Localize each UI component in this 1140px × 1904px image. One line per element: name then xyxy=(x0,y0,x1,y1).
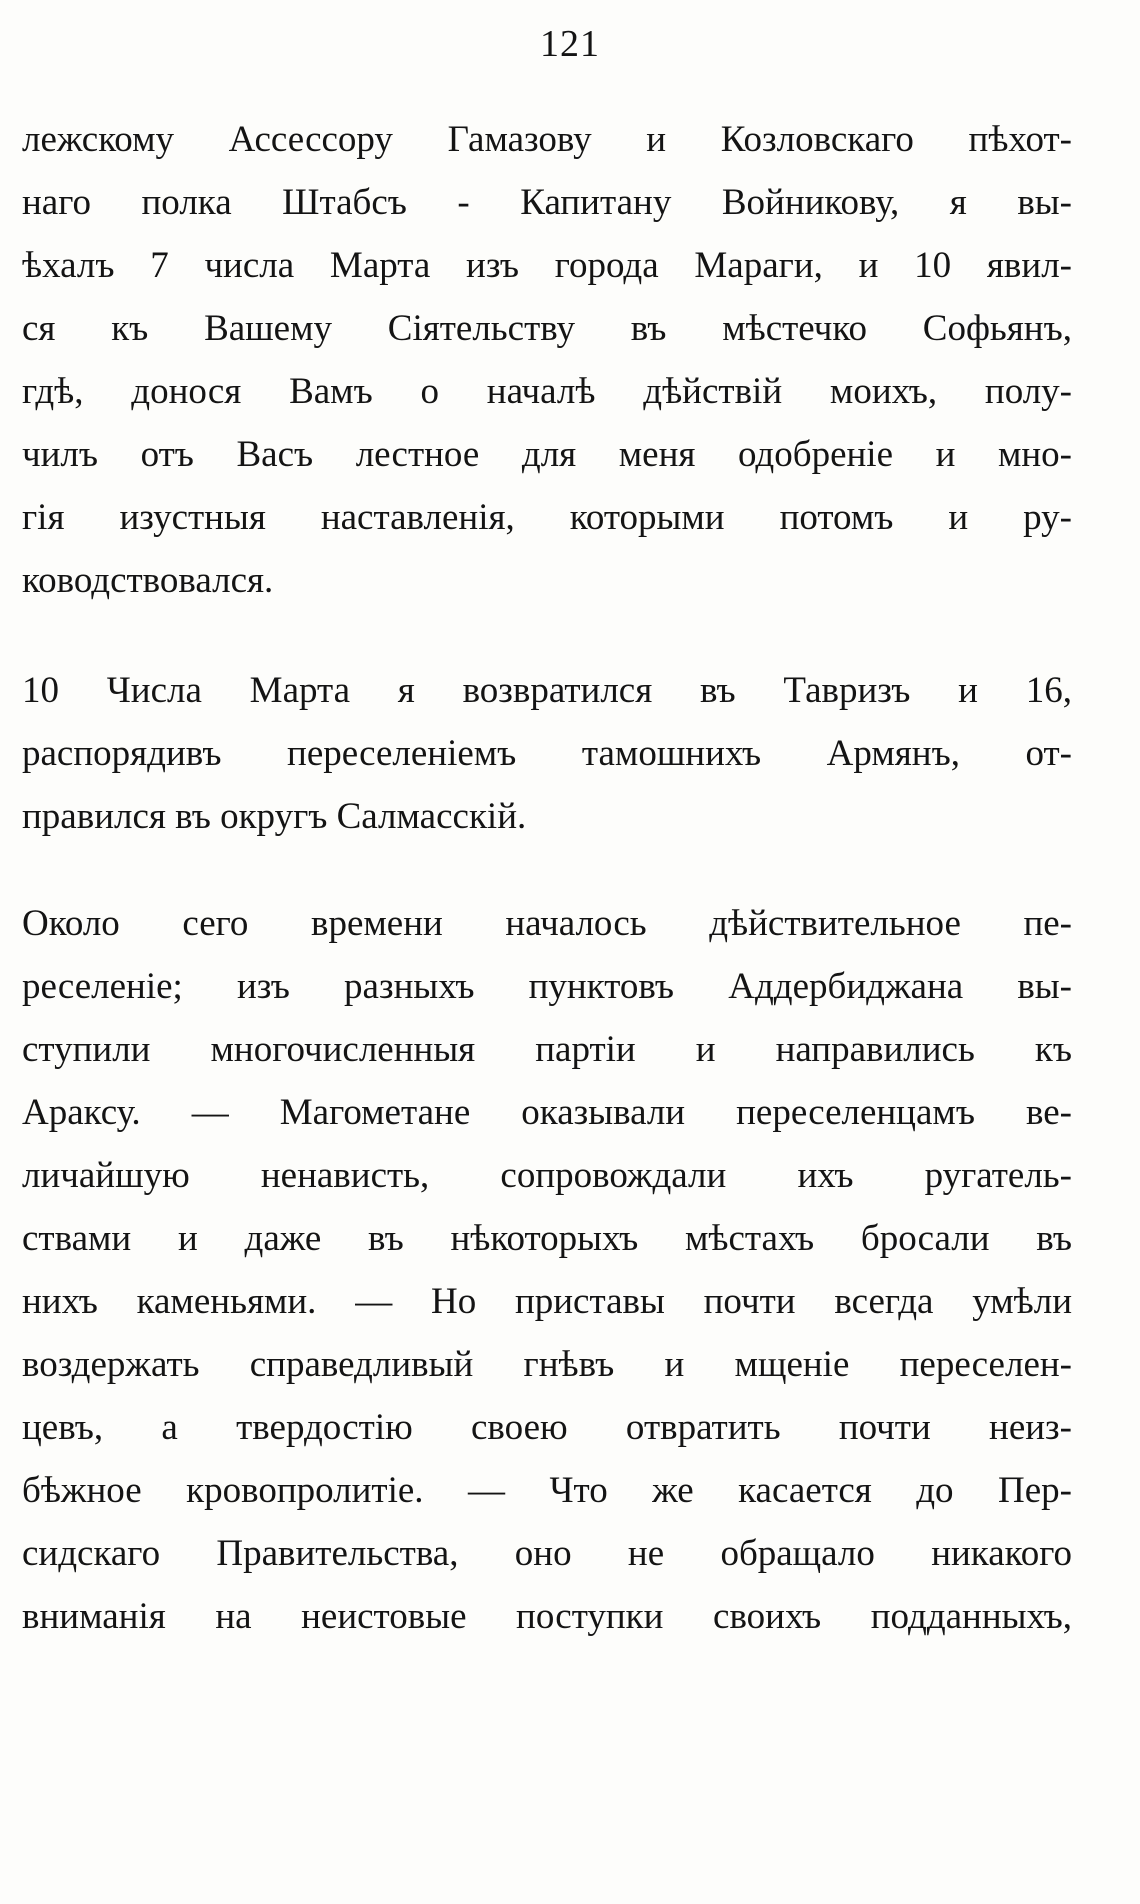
text-line: ся къ Вашему Сіятельству въ мѣстечко Софьянъ, xyxy=(22,308,1072,349)
text-line: наго полка Штабсъ - Капитану Войникову, я вы- xyxy=(22,182,1072,223)
text-line: ководствовался. xyxy=(22,560,274,601)
text-line: 10 Числа Марта я возвратился въ Тавризъ и 16, xyxy=(22,670,1072,711)
page-number: 121 xyxy=(540,23,600,65)
text-line: гдѣ, донося Вамъ о началѣ дѣйствій моихъ, полу- xyxy=(22,371,1072,412)
text-line: распорядивъ переселеніемъ тамошнихъ Армянъ, от- xyxy=(22,733,1072,774)
text-line: вниманія на неистовые поступки своихъ подданныхъ, xyxy=(22,1596,1072,1637)
text-line: лежскому Ассессору Гамазову и Козловскаго пѣхот- xyxy=(22,119,1072,160)
paragraph-2 xyxy=(22,659,1072,848)
text-line: бѣжное кровопролитіе. — Что же касается до Пер- xyxy=(22,1470,1072,1511)
text-line: ствами и даже въ нѣкоторыхъ мѣстахъ бросали въ xyxy=(22,1218,1072,1259)
text-line: личайшую ненависть, сопровождали ихъ ругатель- xyxy=(22,1155,1072,1196)
text-line: сидскаго Правительства, оно не обращало никакого xyxy=(22,1533,1072,1574)
text-line: цевъ, а твердостію своею отвратить почти неиз- xyxy=(22,1407,1072,1448)
text-line: воздержать справедливый гнѣвъ и мщеніе переселен- xyxy=(22,1344,1072,1385)
text-line: ѣхалъ 7 числа Марта изъ города Мараги, и 10 явил- xyxy=(22,245,1072,286)
text-line: правился въ округъ Салмасскій. xyxy=(22,796,527,837)
text-line: реселеніе; изъ разныхъ пунктовъ Аддербиджана вы- xyxy=(22,966,1072,1007)
text-line: Араксу. — Магометане оказывали переселенцамъ ве- xyxy=(22,1092,1072,1133)
text-line: гія изустныя наставленія, которыми потомъ и ру- xyxy=(22,497,1072,538)
paragraph-1 xyxy=(22,108,1072,612)
text-line: Около сего времени началось дѣйствительное пе- xyxy=(22,903,1072,944)
text-line: ступили многочисленныя партіи и направились къ xyxy=(22,1029,1072,1070)
paragraph-3 xyxy=(22,892,1072,1648)
text-line: нихъ каменьями. — Но приставы почти всегда умѣли xyxy=(22,1281,1072,1322)
text-line: чилъ отъ Васъ лестное для меня одобреніе и мно- xyxy=(22,434,1072,475)
